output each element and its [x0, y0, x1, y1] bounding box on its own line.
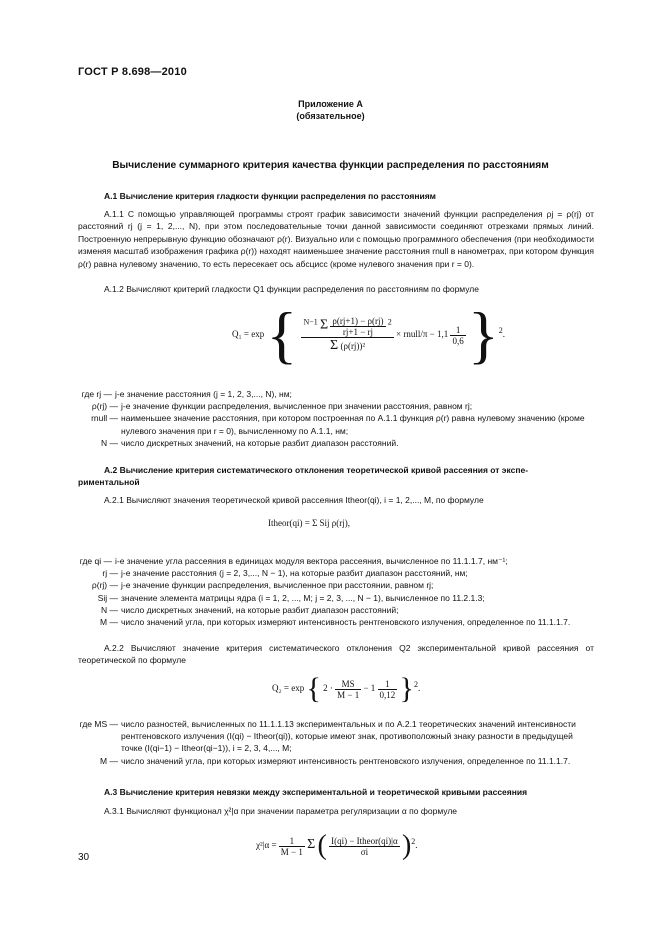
paragraph-a2-1: А.2.1 Вычисляют значения теоретической кривой рассеяния Itheor(qi), i = 1, 2,..., M, по формуле [104, 495, 484, 505]
formula-q1: Q₁ = exp { N−1 Σ $\frac{\rho(rj+1) - \rho(rj)}{rj+1 - rj}$ 2 Σ (ρ(rj))² × rnull/π − 1,1 $\frac{1}{0,6}$ }2. [232, 299, 505, 370]
formula-q2: Q₂ = exp { 2 · $\frac{MS}{M - 1}$ − 1 $\frac{1}{0,12}$ }2. [272, 672, 421, 705]
section-a2-heading: А.2 Вычисление критерия систематического отклонения теоретической кривой рассеяния от экспе- [104, 465, 529, 475]
formula-q1-const: 0,6 [452, 335, 464, 346]
formula-itheor [268, 518, 350, 528]
formula-itheor-rhs: Σ Sij ρ(rj), [312, 518, 351, 528]
formula-chi2-num: I(qi) − Itheor(qi)|α [331, 835, 398, 846]
paragraph-a1-2: А.1.2 Вычисляют критерий гладкости Q1 функции распределения по расстояниям по формуле [104, 284, 479, 294]
page-number: 30 [78, 852, 90, 863]
definition-row: M — число значений угла, при которых измеряют интенсивность рентгеновского излучения, определенное по 11.1.1.7. [100, 755, 571, 766]
formula-q2-const: 0,12 [379, 689, 396, 700]
definition-row: где rj — j-е значение расстояния (j = 1, 2, 3,..., N), нм; [81, 389, 292, 399]
definition-row: где MS — число разностей, вычисленных по 11.1.1.13 экспериментальных и по А.2.1 теоретических значений интенсивности рентгеновского излучения (I(qi) − Itheor(qi)), которые имеют знак, противоположный знаку разности в предыдущей точке (I(qi−1) − Itheor(qi−1)), i = 2, 3, 4,..., M; [79, 719, 576, 754]
formula-itheor-lhs: Itheor(qi) = [268, 518, 310, 528]
section-a2-heading-cont: риментальной [78, 477, 140, 487]
formula-q2-frac-num: MS [335, 679, 361, 690]
definition-row: где qi — i-е значение угла рассеяния в единицах модуля вектора рассеяния, вычисленное по 11.1.1.7, нм⁻¹; [79, 556, 508, 566]
formula-q2-frac-den: M − 1 [337, 689, 360, 700]
formula-q1-tail: × rnull/π − 1,1 [396, 329, 449, 340]
annex-heading: Вычисление суммарного критерия качества функции распределения по расстояниям [112, 160, 549, 171]
document-id: ГОСТ Р 8.698—2010 [78, 66, 187, 78]
annex-status: (обязательное) [296, 111, 365, 121]
formula-q1-denominator: (ρ(rj))² [340, 341, 366, 351]
formula-q2-lhs: Q₂ = exp [272, 683, 305, 694]
section-a3-heading: А.3 Вычисление критерия невязки между экспериментальной и теоретической кривыми рассеяния [104, 787, 528, 797]
annex-title: Приложение А [298, 99, 363, 109]
formula-chi2: χ²|α = $\frac{1}{M - 1}$ Σ ( $\frac{\text{I(qi) − Itheor(qi)|α}}{\sigma i}$ )2. [256, 830, 418, 861]
formula-chi2-pre-den: M − 1 [280, 846, 303, 857]
definition-row: rnull — наименьшее значение расстояния, при котором построенная по А.1.1 функция ρ(r) равна нулевому значению (кроме нулевого значения при r = 0), вычисленному по А.1.1, нм; [91, 413, 585, 436]
paragraph-a3-1: А.3.1 Вычисляют функционал χ²|α при значении параметра регуляризации α по формуле [104, 806, 458, 816]
formula-chi2-den: σi [360, 846, 369, 857]
formula-q1-sum-top: N−1 [303, 317, 318, 327]
definition-row: Sij — значение элемента матрицы ядра (i = 1, 2, ..., M; j = 2, 3, ..., N − 1), вычисленное по 11.2.1.3; [97, 592, 485, 603]
formula-q1-inner-den: rj+1 − rj [342, 327, 374, 337]
definitions-a1 [78, 388, 594, 449]
section-a1-heading: А.1 Вычисление критерия гладкости функции распределения по расстояниям [104, 191, 436, 201]
formula-chi2-lhs: χ²|α = [256, 840, 277, 851]
paragraph-a1-1: А.1.1 С помощью управляющей программы строят график зависимости значений функции распределения ρj = ρ(rj) от расстояний rj (j = 1, 2,..., N), при этом последовательные точки данной зависимости соединяют отрезками прямых линий. Построенную непрерывную функцию обозначают ρ(r). Визуально или с помощью программного обеспечения (при необходимости изменяя масштаб изображения графика ρ(r)) находят наименьшее значение расстояния rnull в нанометрах, при котором функция ρ(r) равна нулевому значению, то есть пересекает ось абсцисс (кроме нулевого значения при r = 0). [78, 209, 594, 269]
formula-q1-lhs: Q₁ = exp [232, 329, 265, 340]
definition-row: M — число значений угла, при которых измеряют интенсивность рентгеновского излучения, определенное по 11.1.1.7. [100, 617, 571, 628]
definition-row: rj — j-е значение расстояния (j = 2, 3,..., N − 1), на которые разбит диапазон расстояний, нм; [102, 568, 468, 579]
annex-label [0, 98, 661, 122]
definition-row: ρ(rj) — j-е значение функции распределения, вычисленное при значении расстояния, равном rj; [91, 401, 473, 412]
formula-q1-numerator: ρ(rj+1) − ρ(rj) [332, 316, 384, 326]
definition-row: ρ(rj) — j-е значение функции распределения, вычисленное при расстоянии, равном rj; [91, 580, 434, 591]
paragraph-a2-2: А.2.2 Вычисляют значение критерия систематического отклонения Q2 экспериментальной кривой рассеяния от теоретической по формуле [78, 643, 594, 666]
definitions-a2-2 [78, 718, 594, 767]
definition-row: N — число дискретных значений, на которые разбит диапазон расстояний; [101, 604, 399, 615]
definitions-a2 [78, 555, 594, 628]
definition-row: N — число дискретных значений, на которые разбит диапазон расстояний. [101, 437, 399, 448]
